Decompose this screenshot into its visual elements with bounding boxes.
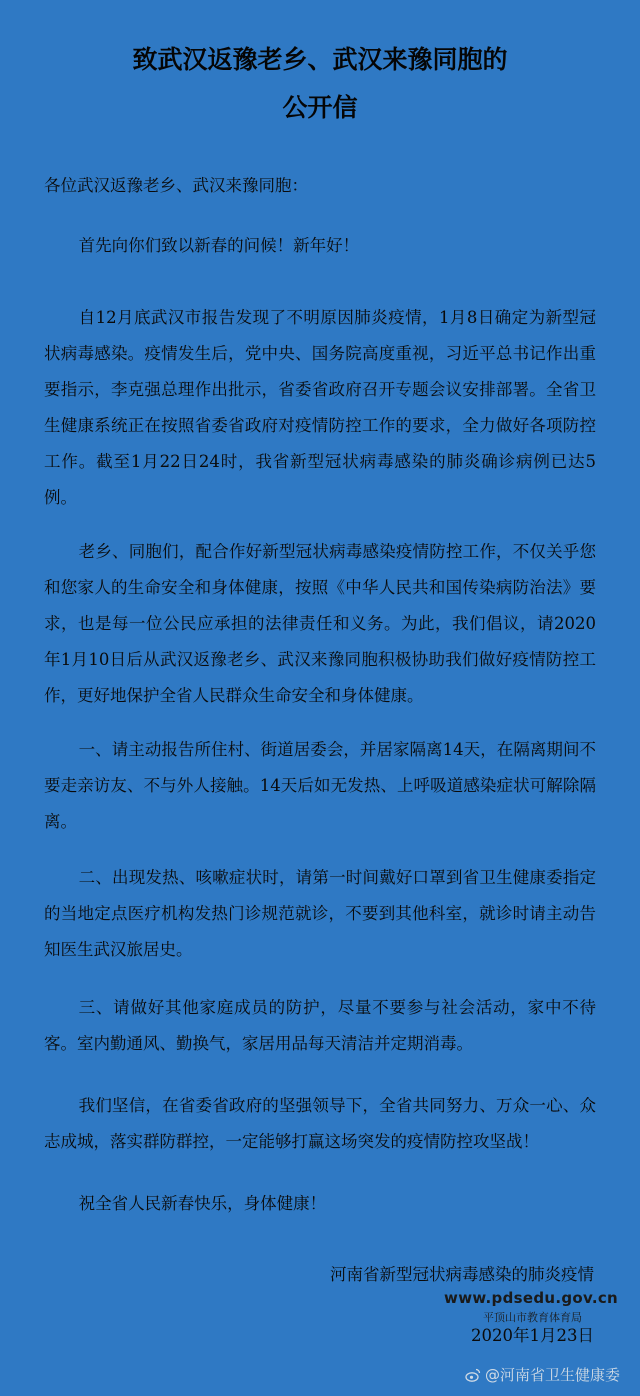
signature-date: 2020年1月23日 [471, 1326, 594, 1345]
signature-organization: 河南省新型冠状病毒感染的肺炎疫情 [330, 1265, 594, 1284]
watermark-bureau: 平顶山市教育体育局 [483, 1311, 582, 1324]
paragraph-wishes: 祝全省人民新春快乐，身体健康！ [78, 1194, 327, 1213]
paragraph-item-three: 三、请做好其他家庭成员的防护，尽量不要参与社会活动，家中不待客。室内勤通风、勤换气，家居用品每天清洁并定期消毒。 [44, 998, 596, 1053]
watermark-url: www.pdsedu.gov.cn [444, 1289, 618, 1307]
paragraph-item-two: 二、出现发热、咳嗽症状时，请第一时间戴好口罩到省卫生健康委指定的当地定点医疗机构发热门诊规范就诊，不要到其他科室，就诊时请主动告知医生武汉旅居史。 [44, 868, 596, 959]
paragraph-belief: 我们坚信，在省委省政府的坚强领导下，全省共同努力、万众一心、众志成城，落实群防群控，一定能够打赢这场突发的疫情防控攻坚战！ [44, 1096, 596, 1151]
weibo-account-text: @河南省卫生健康委 [484, 1366, 620, 1384]
weibo-watermark [465, 1364, 620, 1385]
letter-title-line2: 公开信 [282, 93, 358, 122]
paragraph-item-one: 一、请主动报告所住村、街道居委会，并居家隔离14天，在隔离期间不要走亲访友、不与外人接触。14天后如无发热、上呼吸道感染症状可解除隔离。 [44, 740, 596, 831]
weibo-icon [465, 1367, 481, 1383]
paragraph-epidemic-background: 自12月底武汉市报告发现了不明原因肺炎疫情，1月8日确定为新型冠状病毒感染。疫情发生后，党中央、国务院高度重视，习近平总书记作出重要指示，李克强总理作出批示，省委省政府召开专题会议安排部署。全省卫生健康系统正在按照省委省政府对疫情防控工作的要求，全力做好各项防控工作。截至1月22日24时，我省新型冠状病毒感染的肺炎确诊病例已达5例。 [44, 308, 596, 507]
letter-title-line1: 致武汉返豫老乡、武汉来豫同胞的 [132, 45, 508, 74]
paragraph-greeting: 首先向你们致以新春的问候！新年好！ [78, 236, 360, 255]
letter-salutation: 各位武汉返豫老乡、武汉来豫同胞： [44, 176, 308, 195]
paragraph-appeal: 老乡、同胞们，配合作好新型冠状病毒感染疫情防控工作，不仅关乎您和您家人的生命安全和身体健康，按照《中华人民共和国传染病防治法》要求，也是每一位公民应承担的法律责任和义务。为此，我们倡议，请2020年1月10日后从武汉返豫老乡、武汉来豫同胞积极协助我们做好疫情防控工作，更好地保护全省人民群众生命安全和身体健康。 [44, 542, 596, 705]
